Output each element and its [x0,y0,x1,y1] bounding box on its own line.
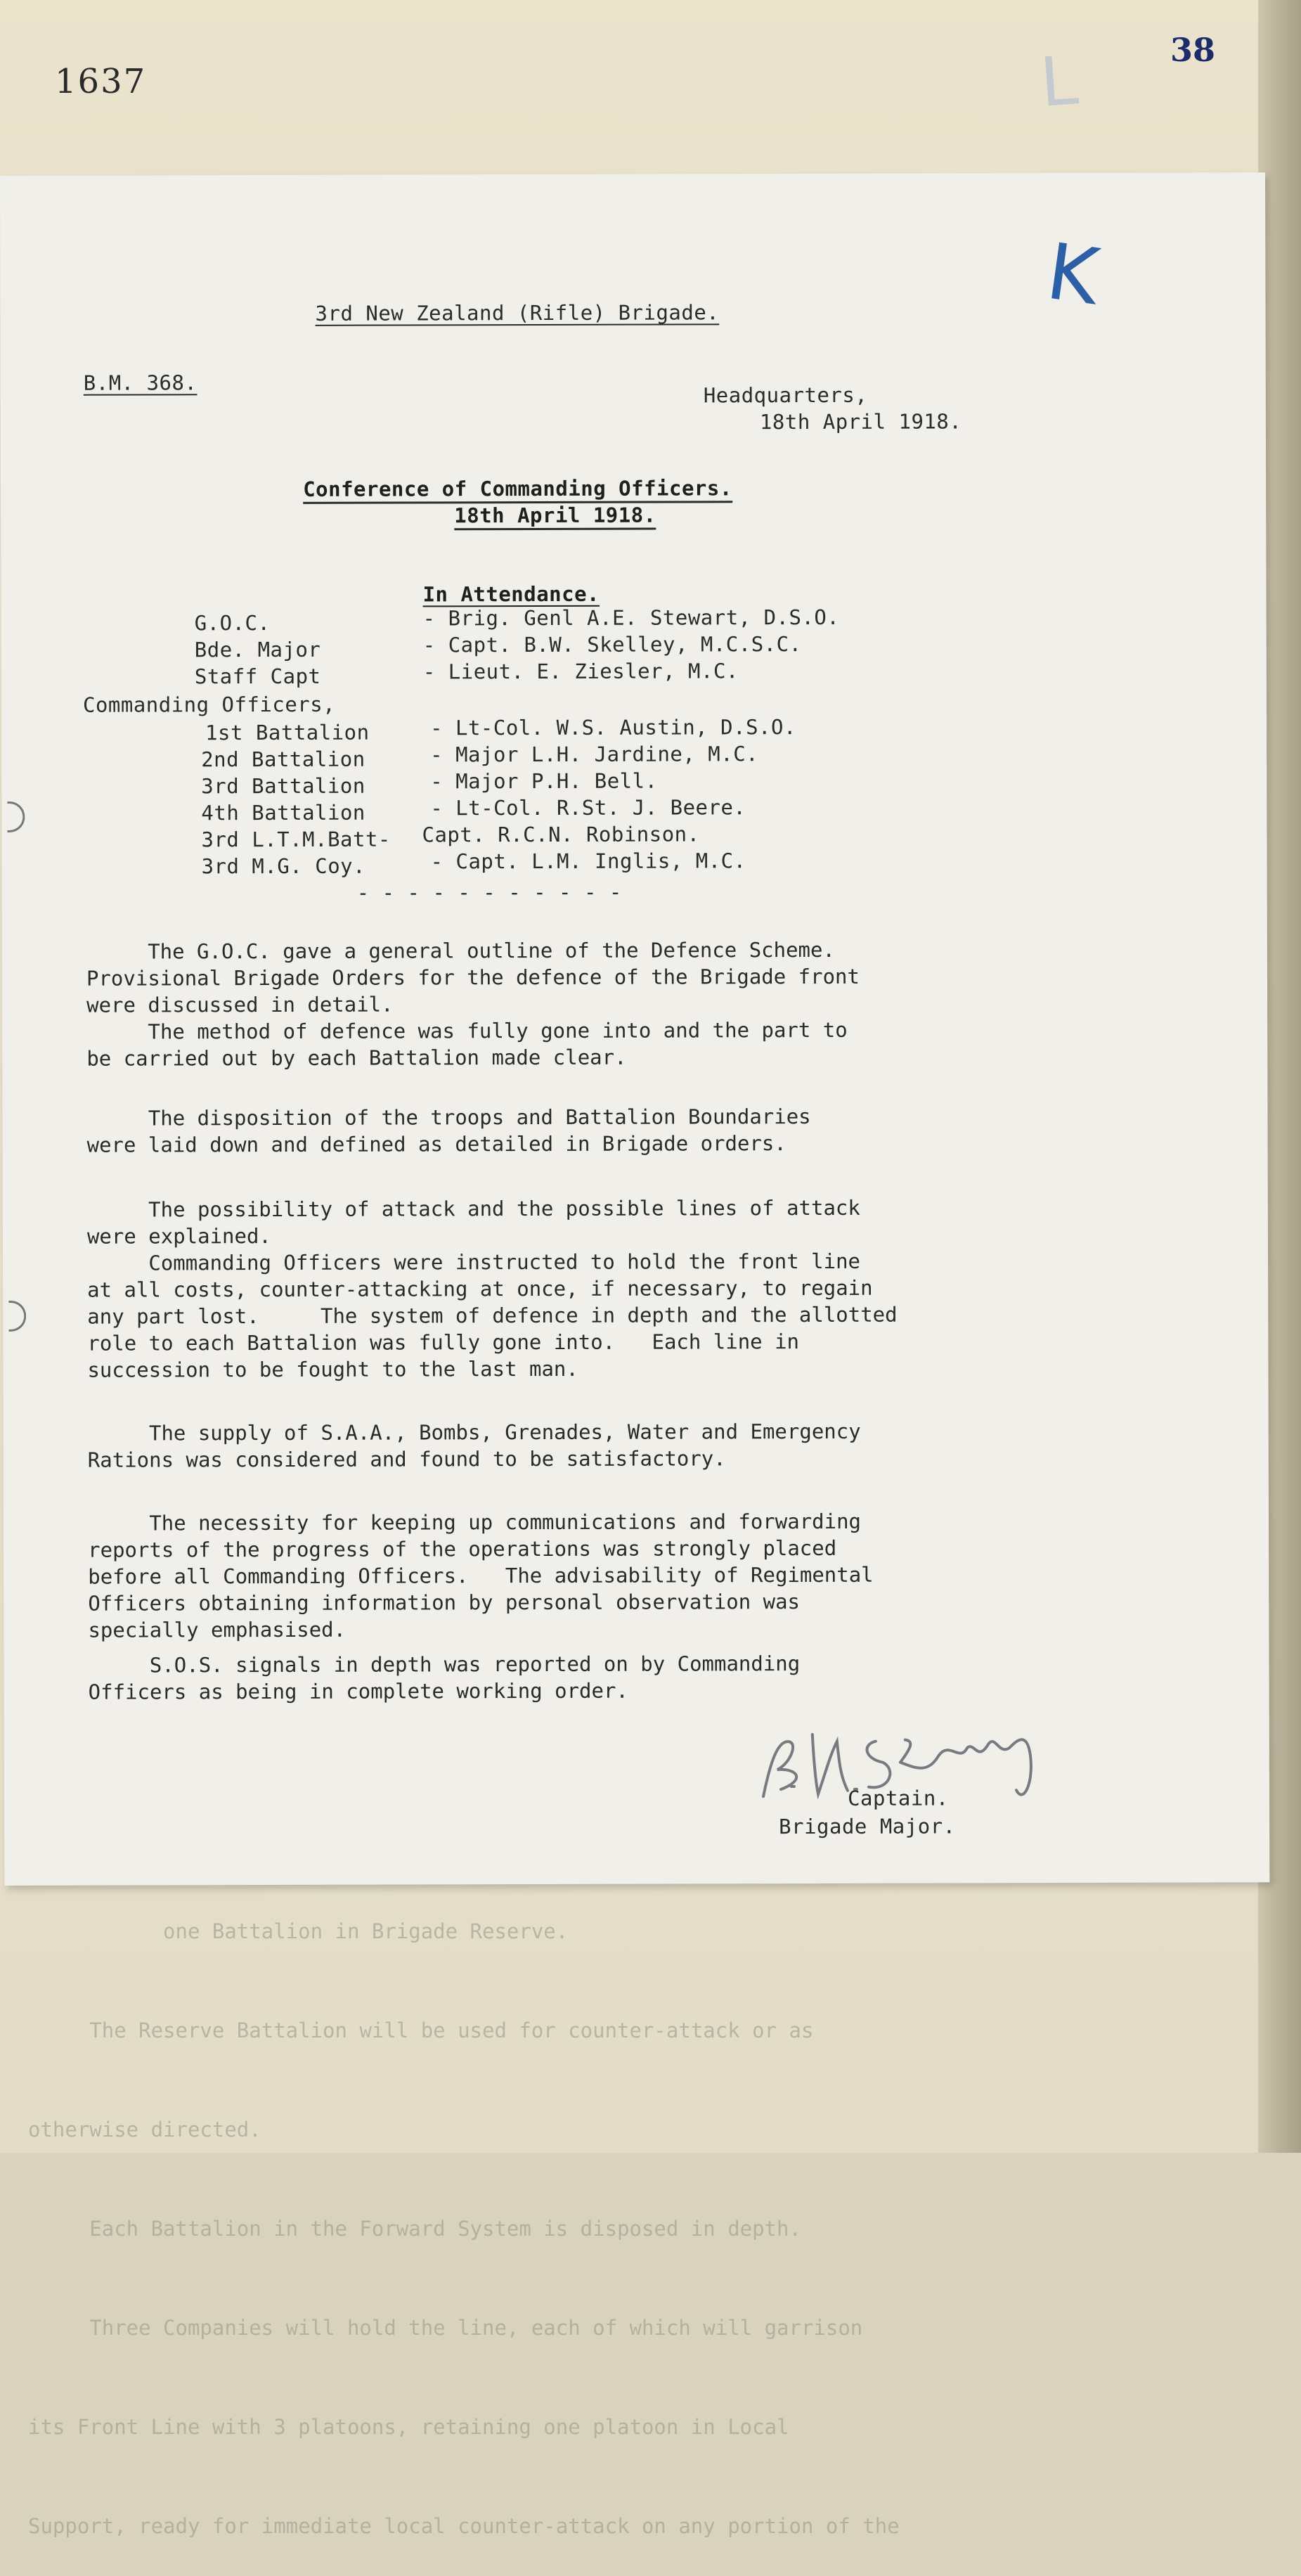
address-line-1: Headquarters, [703,382,868,408]
conference-title: Conference of Commanding Officers. [303,476,732,504]
co-name: Capt. R.C.N. Robinson. [422,822,700,847]
separator-line: - - - - - - - - - - - [356,880,622,905]
commanding-officers-label: Commanding Officers, [82,692,336,717]
co-role: 2nd Battalion [201,747,365,772]
co-role: 3rd Battalion [201,773,365,799]
punch-hole [8,1301,26,1332]
attendance-role: Bde. Major [194,637,321,662]
back-line: Three Companies will hold the line, each of which will garrison [28,2316,863,2340]
attendance-name: - Brig. Genl A.E. Stewart, D.S.O. [422,605,840,631]
co-role: 3rd L.T.M.Batt- [201,827,391,852]
address-date: 18th April 1918. [759,409,962,434]
pencil-mark: L [1037,41,1081,122]
co-name: - Major P.H. Bell. [430,768,658,794]
co-name: - Lt-Col. W.S. Austin, D.S.O. [430,715,796,740]
co-role: 1st Battalion [205,720,370,745]
back-page-text [28,1849,1237,2576]
back-line: Support, ready for immediate local counter-attack on any portion of the [28,2514,900,2538]
co-role: 3rd M.G. Coy. [201,854,366,879]
back-line: otherwise directed. [28,2118,261,2142]
punch-hole [7,801,25,832]
back-line: one Battalion in Brigade Reserve. [28,1919,569,1943]
k-annotation: K [1041,226,1104,323]
brigade-heading: 3rd New Zealand (Rifle) Brigade. [315,300,720,326]
co-name: - Capt. L.M. Inglis, M.C. [430,849,746,874]
paragraph-sos-signals: S.O.S. signals in depth was reported on by Commanding Officers as being in complete working order. [88,1651,801,1704]
signatory-rank: Captain. [848,1786,949,1810]
folio-number: 1637 [55,62,147,101]
attendance-name: - Capt. B.W. Skelley, M.C.S.C. [422,632,802,657]
attendance-role: Staff Capt [194,664,321,689]
conference-date: 18th April 1918. [454,503,656,531]
signatory-title: Brigade Major. [779,1814,956,1839]
back-line: Each Battalion in the Forward System is disposed in depth. [28,2217,801,2241]
back-line: The Reserve Battalion will be used for counter-attack or as [28,2018,814,2042]
signature-text: B.W. Skelley [777,1779,808,1786]
co-name: - Major L.H. Jardine, M.C. [430,742,759,767]
memo-sheet [0,172,1269,1886]
reference-number: B.M. 368. [83,371,198,395]
paragraph-defence-scheme: The G.O.C. gave a general outline of the Defence Scheme. Provisional Brigade Orders for the defence of the Brigade front were discussed in detail. The method of defence was fully gone into and the part to be carried out by each Battalion made clear. [86,937,860,1071]
page-number: 38 [1170,31,1216,69]
co-role: 4th Battalion [201,800,365,825]
paragraph-disposition: The disposition of the troops and Battalion Boundaries were laid down and defined as detailed in Brigade orders. [86,1104,811,1157]
paragraph-attack: The possibility of attack and the possible lines of attack were explained. Commanding Officers were instructed to hold the front line at all costs, counter-attacking at once, if necessary, to regain any part lost. The system of defence in depth and the allotted role to each Battalion was fully gone into. Each line in succession to be fought to the last man. [86,1195,898,1382]
co-name: - Lt-Col. R.St. J. Beere. [430,795,746,820]
attendance-name: - Lieut. E. Ziesler, M.C. [422,659,739,684]
attendance-heading: In Attendance. [422,581,600,607]
paragraph-communications: The necessity for keeping up communications and forwarding reports of the progress of the operations was strongly placed before all Commanding Officers. The advisability of Regimental Officers obtaining information by personal observation was specially emphasised. [87,1509,874,1642]
paragraph-supply: The supply of S.A.A., Bombs, Grenades, Water and Emergency Rations was considered and found to be satisfactory. [87,1419,861,1472]
back-line: its Front Line with 3 platoons, retaining one platoon in Local [28,2415,789,2439]
attendance-role: G.O.C. [194,610,271,636]
